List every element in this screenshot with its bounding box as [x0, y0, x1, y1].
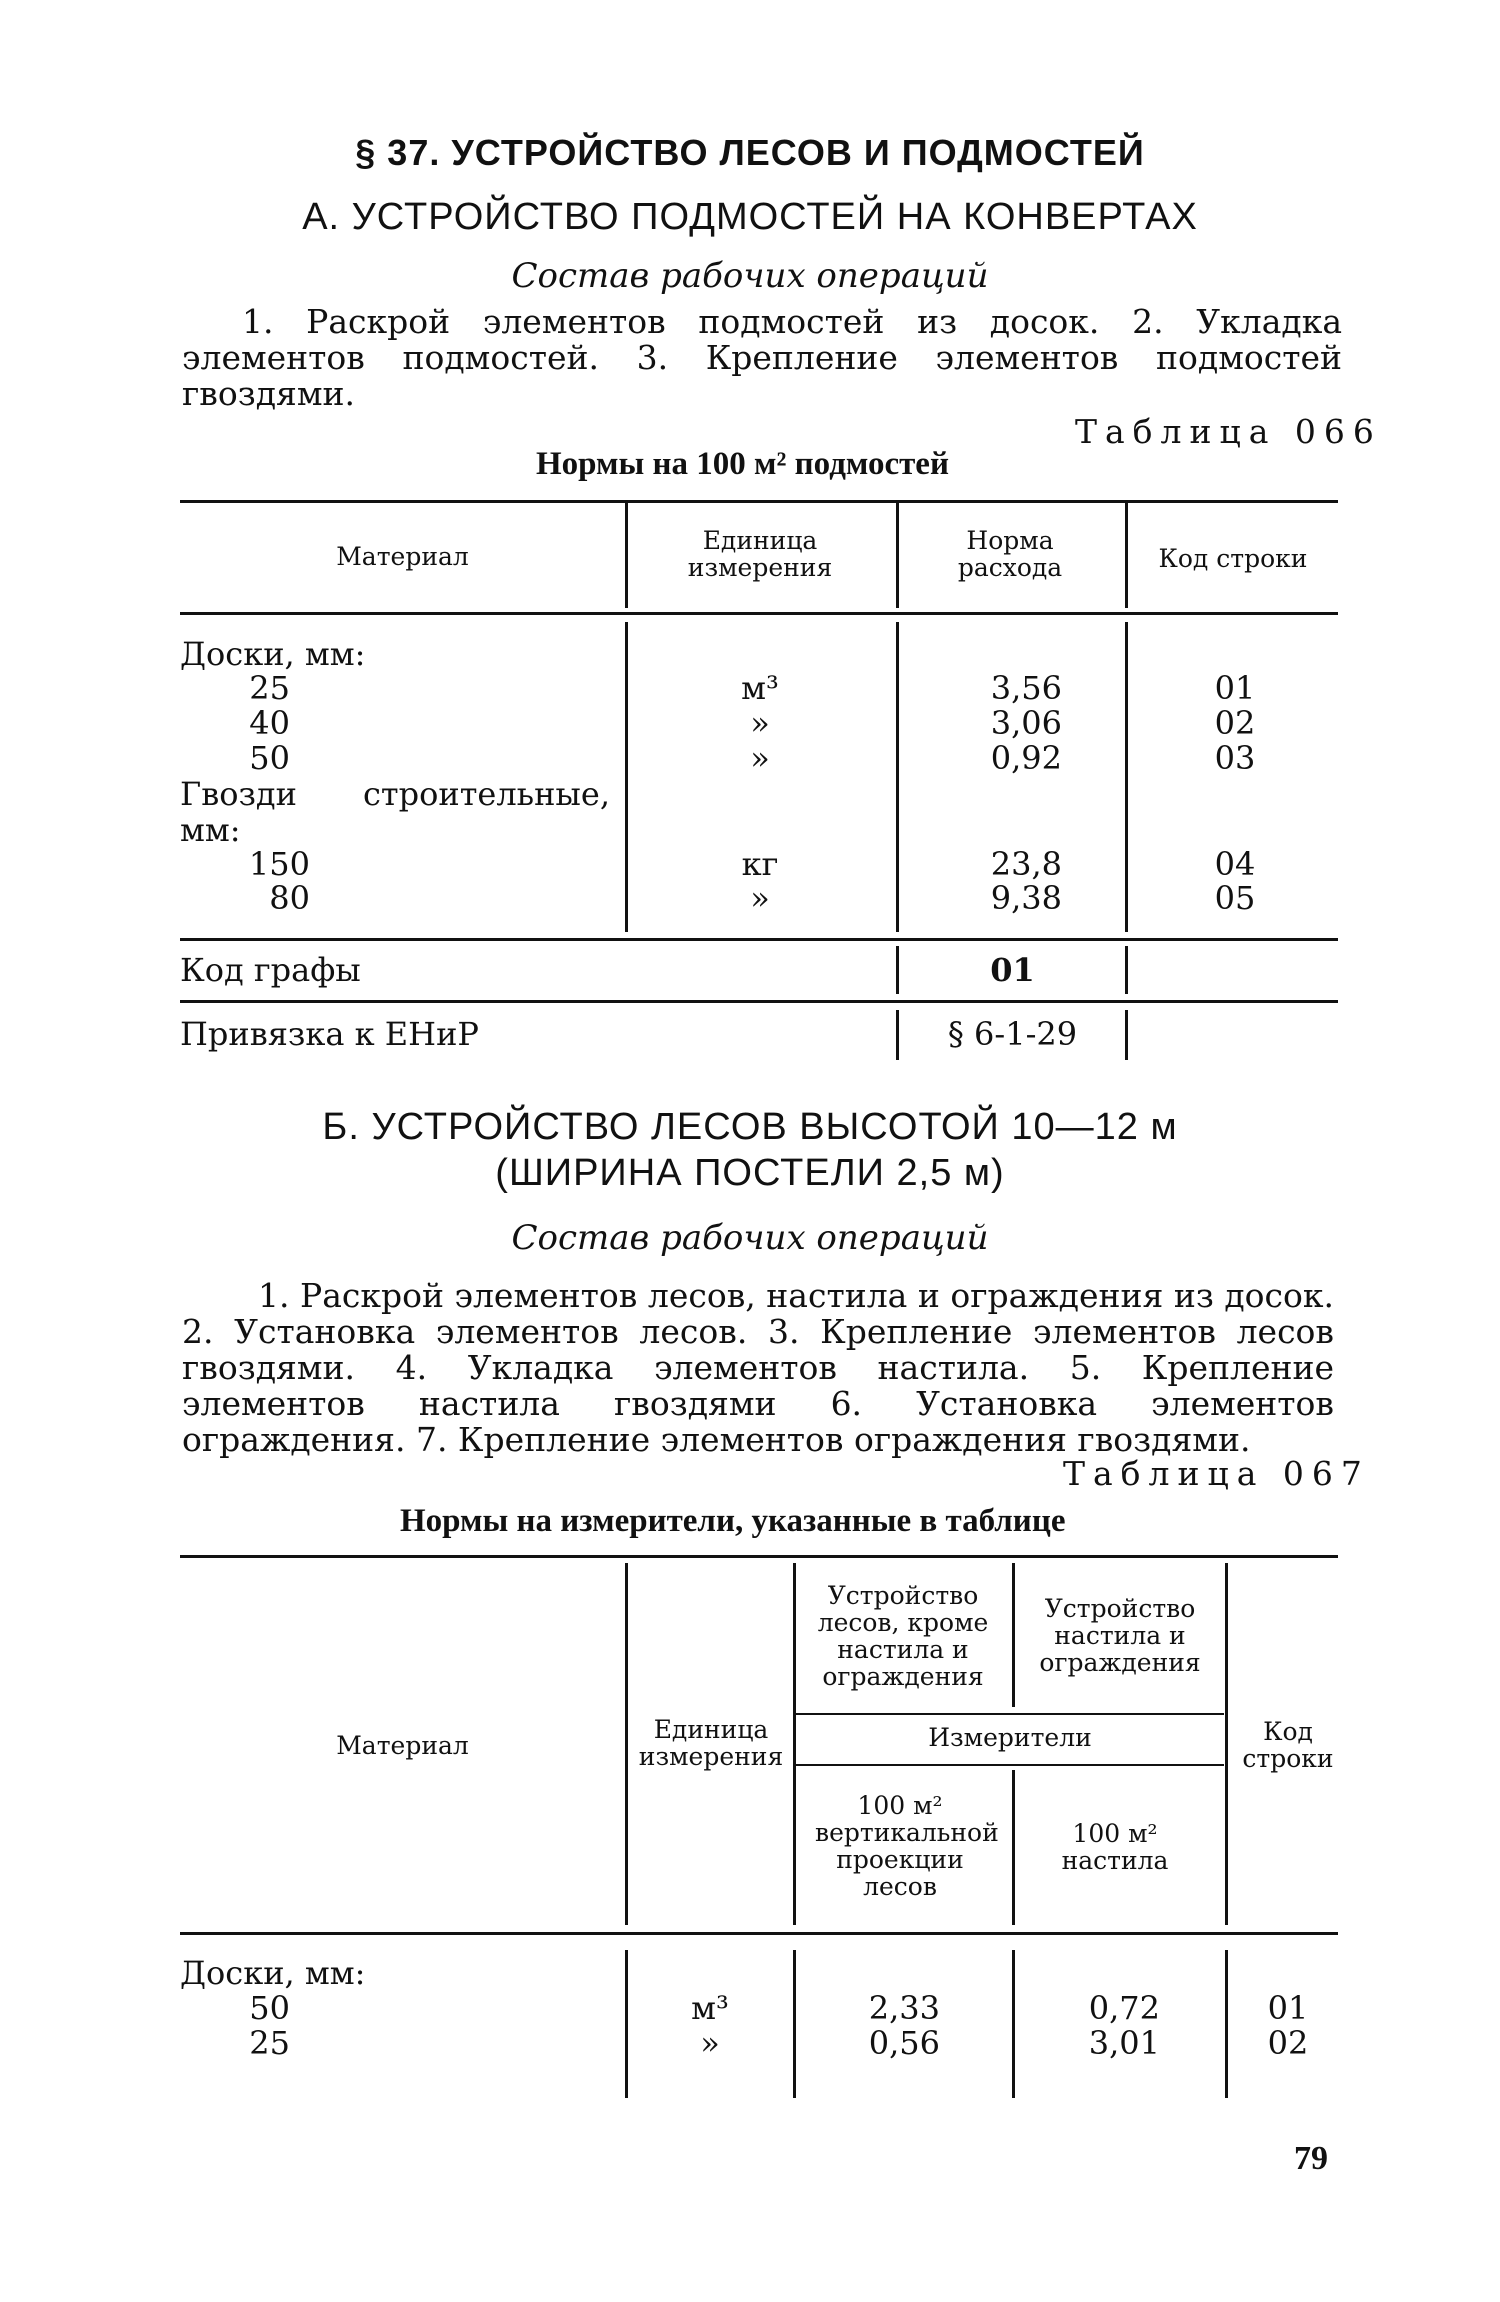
table-066-cell-material: Доски, мм:	[180, 635, 366, 673]
table-067-header-col1: Устройство лесов, кроме настила и ограждения	[817, 1581, 989, 1691]
table-066-link-label: Привязка к ЕНиР	[180, 1015, 479, 1053]
table-067-divider	[1225, 1950, 1228, 2098]
table-067-cell-v2: 3,01	[1088, 2024, 1160, 2062]
table-066-cell-unit: кг	[741, 845, 779, 883]
table-066-cell-norm: 3,06	[990, 704, 1062, 742]
part-b-title-line2: (ШИРИНА ПОСТЕЛИ 2,5 м)	[495, 1152, 1005, 1194]
table-067-header-unit: Единица измерения	[638, 1715, 784, 1771]
table-066-cell-unit: »	[750, 704, 770, 742]
table-066-body-rule	[180, 938, 1338, 941]
table-066-cell-code: 01	[1214, 669, 1256, 707]
table-066-cell-material: 25	[249, 669, 290, 707]
table-067-divider	[625, 1563, 628, 1925]
table-067-header-meas1: 100 м² вертикальной проекции лесов	[815, 1791, 999, 1901]
table-066-divider	[625, 622, 628, 932]
table-067-cell-code: 02	[1267, 2024, 1309, 2062]
table-066-header-norm: Норма расхода	[957, 526, 1063, 582]
table-066-divider	[1125, 946, 1128, 994]
table-066-cell-material: 50	[249, 739, 290, 777]
table-066-cell-norm: 9,38	[990, 879, 1062, 917]
table-067-cell-material: 50	[249, 1989, 290, 2027]
page-number: 79	[1294, 2140, 1328, 2177]
table-066-divider	[896, 503, 899, 608]
table-066-divider	[896, 946, 899, 994]
table-066-cell-material: Гвозди строительные, мм:	[180, 775, 610, 849]
table-067-cell-code: 01	[1267, 1989, 1309, 2027]
part-b-table-label: Таблица 067	[1063, 1454, 1370, 1493]
part-a-table-label: Таблица 066	[1075, 412, 1382, 451]
table-067-cell-material: Доски, мм:	[180, 1954, 366, 1992]
part-b-ops-text: 1. Раскрой элементов лесов, настила и ограждения из досок. 2. Установка элементов лесов. 3. Крепление элементов лесов гвоздями. 4. Укладка элементов настила. 5. Крепление элементов настила гвоздями 6. Установка элементов ограждения. 7. Крепление элементов ограждения гвоздями.	[182, 1276, 1334, 1459]
table-067-span-rule	[796, 1713, 1224, 1715]
table-066-cell-material: 80	[269, 879, 310, 917]
table-067-cell-material: 25	[249, 2024, 290, 2062]
table-066-top-rule	[180, 500, 1338, 503]
table-066-cell-norm: 3,56	[990, 669, 1062, 707]
table-066-header-code: Код строки	[1158, 544, 1308, 573]
table-066-divider	[625, 503, 628, 608]
table-067-divider	[1012, 1770, 1015, 1925]
table-067-divider	[793, 1950, 796, 2098]
table-066-cell-code: 05	[1214, 879, 1256, 917]
table-066-cell-unit: »	[750, 879, 770, 917]
table-067-header-col2: Устройство настила и ограждения	[1039, 1594, 1201, 1677]
table-067-cell-unit: »	[700, 2024, 720, 2062]
table-066-cell-unit: »	[750, 739, 770, 777]
table-067-divider	[1012, 1563, 1015, 1707]
table-066-code-value: 01	[990, 951, 1035, 989]
table-066-header-rule	[180, 612, 1338, 615]
table-067-cell-v2: 0,72	[1088, 1989, 1160, 2027]
table-066-divider	[1125, 1010, 1128, 1060]
table-067-cell-unit: м³	[691, 1989, 729, 2027]
table-066-divider	[896, 1010, 899, 1060]
part-a-table-caption: Нормы на 100 м² подмостей	[536, 446, 949, 482]
table-066-cell-code: 02	[1214, 704, 1256, 742]
table-067-header-code: Код строки	[1242, 1717, 1334, 1773]
table-067-top-rule	[180, 1555, 1338, 1558]
table-066-cell-code: 03	[1214, 739, 1256, 777]
table-066-divider	[896, 622, 899, 932]
part-b-table-caption: Нормы на измерители, указанные в таблице	[400, 1503, 1066, 1539]
table-066-cell-norm: 23,8	[990, 845, 1062, 883]
table-066-cell-code: 04	[1214, 845, 1256, 883]
table-067-divider	[625, 1950, 628, 2098]
table-067-divider	[1225, 1563, 1228, 1925]
table-067-header-material: Материал	[336, 1731, 469, 1760]
table-066-divider	[1125, 622, 1128, 932]
section-title: § 37. УСТРОЙСТВО ЛЕСОВ И ПОДМОСТЕЙ	[355, 132, 1145, 173]
table-066-cell-unit: м³	[741, 669, 779, 707]
table-066-cell-norm: 0,92	[990, 739, 1062, 777]
part-a-title: А. УСТРОЙСТВО ПОДМОСТЕЙ НА КОНВЕРТАХ	[302, 196, 1198, 238]
part-a-ops-text: 1. Раскрой элементов подмостей из досок. 2. Укладка элементов подмостей. 3. Крепление элементов подмостей гвоздями.	[182, 302, 1342, 413]
table-066-footer-rule	[180, 1000, 1338, 1003]
table-067-header-meas2: 100 м² настила	[1061, 1819, 1169, 1875]
table-067-cell-v1: 2,33	[868, 1989, 940, 2027]
table-066-code-label: Код графы	[180, 951, 361, 989]
table-067-divider	[1012, 1950, 1015, 2098]
table-066-header-material: Материал	[336, 542, 469, 571]
table-066-link-value: § 6-1-29	[947, 1015, 1078, 1053]
part-b-ops-title: Состав рабочих операций	[511, 1218, 989, 1258]
table-066-cell-material: 40	[249, 704, 290, 742]
table-067-header-measures: Измерители	[928, 1723, 1092, 1752]
table-067-span-rule	[796, 1764, 1224, 1766]
table-066-header-unit: Единица измерения	[687, 526, 833, 582]
part-b-title-line1: Б. УСТРОЙСТВО ЛЕСОВ ВЫСОТОЙ 10—12 м	[322, 1106, 1178, 1148]
table-067-cell-v1: 0,56	[868, 2024, 940, 2062]
table-067-header-rule	[180, 1932, 1338, 1935]
part-a-ops-title: Состав рабочих операций	[511, 256, 989, 296]
table-066-cell-material: 150	[248, 845, 310, 883]
